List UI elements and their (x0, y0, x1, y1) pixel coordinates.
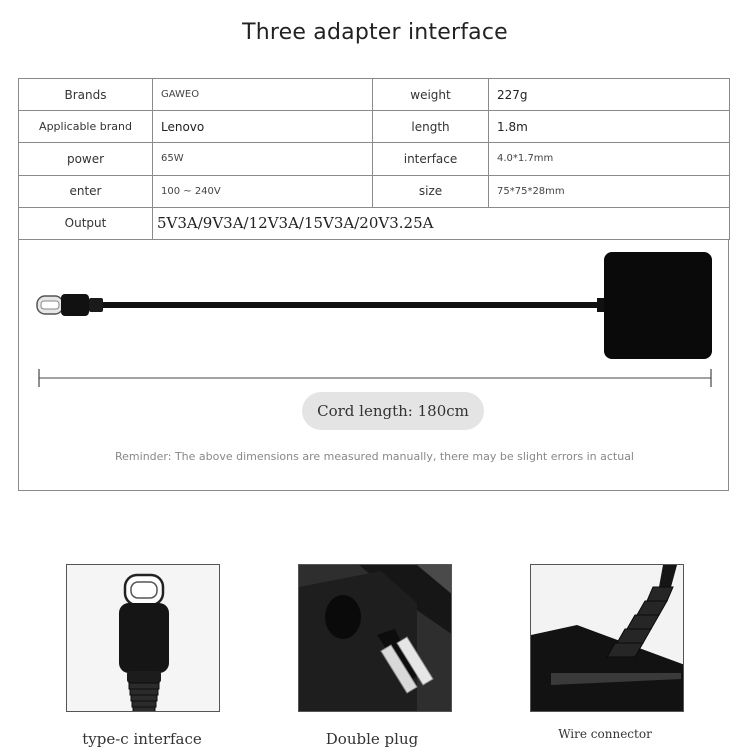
table-row (19, 175, 730, 207)
spec-value-output: 5V3A/9V3A/12V3A/15V3A/20V3.25A (153, 207, 730, 239)
caption-wire-connector: Wire connector (558, 727, 652, 741)
spec-label-interface: interface (373, 143, 489, 175)
spec-value-enter: 100 ~ 240V (153, 175, 373, 207)
adapter-brick-icon (597, 252, 712, 359)
spec-value-power: 65W (153, 143, 373, 175)
spec-label-brands: Brands (19, 79, 153, 111)
page-title: Three adapter interface (242, 20, 508, 45)
table-row (19, 207, 730, 239)
spec-label-length: length (373, 111, 489, 143)
measurement-reminder: Reminder: The above dimensions are measured manually, there may be slight errors in actual (115, 450, 634, 463)
spec-value-weight: 227g (489, 79, 730, 111)
spec-label-output: Output (19, 207, 153, 239)
cable (103, 302, 605, 308)
spec-value-interface: 4.0*1.7mm (489, 143, 730, 175)
spec-label-weight: weight (373, 79, 489, 111)
cord-diagram-panel (18, 240, 729, 491)
spec-label-enter: enter (19, 175, 153, 207)
wall-plug-icon (299, 565, 452, 712)
table-row (19, 79, 730, 111)
photo-double-plug (298, 564, 452, 712)
usb-c-plug-icon (37, 294, 103, 316)
photo-type-c (66, 564, 220, 712)
spec-label-power: power (19, 143, 153, 175)
cord-length-label: Cord length: 180cm (302, 392, 484, 430)
spec-value-applicable-brand: Lenovo (153, 111, 373, 143)
caption-type-c: type-c interface (82, 730, 202, 748)
table-row (19, 111, 730, 143)
spec-label-applicable-brand: Applicable brand (19, 111, 153, 143)
spec-table (18, 78, 730, 240)
usb-c-plug-icon (67, 565, 220, 712)
dimension-line (39, 369, 711, 387)
spec-value-brands: GAWEO (153, 79, 373, 111)
table-row (19, 143, 730, 175)
spec-value-size: 75*75*28mm (489, 175, 730, 207)
spec-value-length: 1.8m (489, 111, 730, 143)
spec-label-size: size (373, 175, 489, 207)
photo-wire-connector (530, 564, 684, 712)
caption-double-plug: Double plug (325, 730, 419, 748)
cable-strain-relief-icon (531, 565, 684, 712)
